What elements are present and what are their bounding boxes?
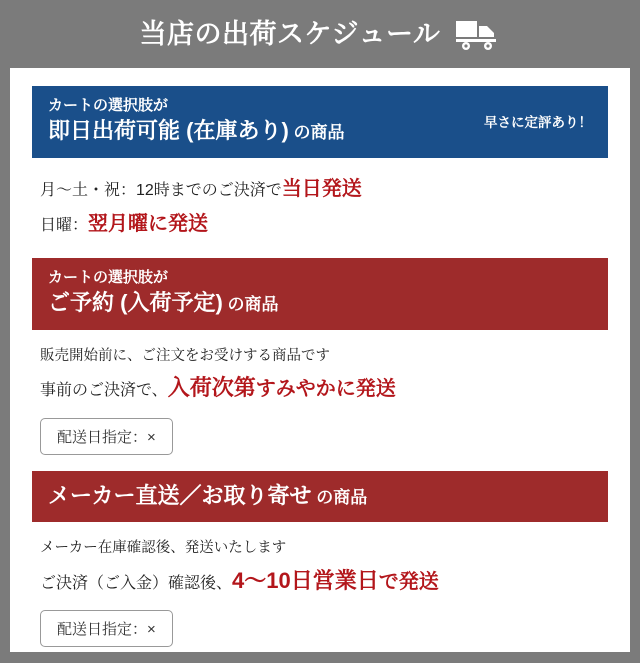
delivery-truck-icon xyxy=(454,17,500,51)
band-title xyxy=(48,481,367,511)
page-title: 当店の出荷スケジュール xyxy=(139,18,441,49)
band-subtitle: カートの選択肢が xyxy=(48,97,169,114)
delivery-date-tag: 配送日指定：× xyxy=(40,418,173,455)
detail-prefix: 月～土・祝：12時までのご決済で xyxy=(40,181,282,199)
section-header-in-stock xyxy=(32,86,608,158)
band-subtitle: カートの選択肢が xyxy=(48,268,169,286)
detail-emphasis: 翌月曜に発送 xyxy=(88,212,209,235)
detail-line xyxy=(40,562,600,601)
detail-prefix: メーカー在庫確認後、発送いたします xyxy=(40,540,287,557)
band-title-main: メーカー直送／お取り寄せ xyxy=(48,482,312,508)
detail-line xyxy=(40,344,600,369)
detail-emphasis: 4～10日営業日 xyxy=(232,567,379,593)
band-title-main: ご予約 (入荷予定) xyxy=(48,290,223,316)
detail-prefix: 日曜： xyxy=(40,216,89,234)
delivery-date-tag: 配送日指定：× xyxy=(40,610,173,647)
band-title-suffix: の商品 xyxy=(288,123,345,143)
section-header-direct-shipping xyxy=(32,471,608,523)
detail-line xyxy=(40,172,600,207)
detail-suffix: で発送 xyxy=(378,570,439,593)
band-title xyxy=(48,288,279,318)
section-body-in-stock xyxy=(32,158,608,258)
detail-line xyxy=(40,207,600,242)
content-card xyxy=(10,68,630,652)
detail-prefix: 販売開始前に、ご注文をお受けする商品です xyxy=(40,347,330,364)
detail-line xyxy=(40,369,600,408)
detail-emphasis: 入荷次第 xyxy=(167,375,256,401)
detail-prefix: 事前のご決済で、 xyxy=(40,382,168,400)
detail-suffix: すみやかに発送 xyxy=(255,378,396,401)
band-title-suffix: の商品 xyxy=(311,487,368,507)
page-header xyxy=(0,0,640,68)
band-text-group xyxy=(48,96,345,146)
band-title xyxy=(48,116,345,146)
band-title-suffix: の商品 xyxy=(222,295,279,315)
detail-line xyxy=(40,536,600,561)
section-header-reservation xyxy=(32,258,608,330)
section-body-reservation xyxy=(32,330,608,471)
detail-emphasis: 当日発送 xyxy=(281,177,362,200)
band-title-main: 即日出荷可能 (在庫あり) xyxy=(48,118,289,144)
detail-prefix: ご決済（ご入金）確認後、 xyxy=(40,574,233,592)
band-badge-note: 早さに定評あり！ xyxy=(484,114,592,130)
section-body-direct-shipping xyxy=(32,522,608,663)
band-text-group xyxy=(48,268,279,318)
